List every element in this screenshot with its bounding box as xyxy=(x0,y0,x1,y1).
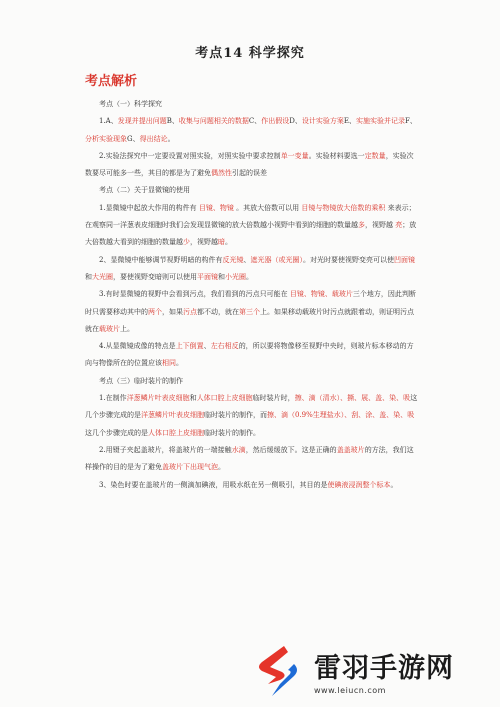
body-text: 上。 xyxy=(120,324,134,333)
body-text: ，视野越 xyxy=(365,221,396,230)
body-text: ，如果 xyxy=(162,307,183,316)
watermark-url: www.leiucn.com xyxy=(314,686,386,695)
highlight-text: 作出假设 xyxy=(261,117,290,126)
body-text: B、 xyxy=(166,117,179,126)
body-text: 引起的误差 xyxy=(232,169,267,178)
body-text: 临时装片的制作。 xyxy=(204,428,260,437)
body-text: 。对光时要使视野变亮可以使 xyxy=(302,255,394,264)
highlight-text: 亮 xyxy=(395,221,403,230)
body-text: 。 xyxy=(225,238,232,247)
topic3-paragraph-1 xyxy=(85,390,420,442)
highlight-text: 发现并提出问题 xyxy=(117,117,167,126)
highlight-text: 小光圈 xyxy=(225,272,246,281)
body-text: ，然后缓缓放下。这是正确的 xyxy=(245,445,337,454)
topic3-heading: 考点（三）临时装片的制作 xyxy=(99,376,183,385)
body-text: 和 xyxy=(218,272,225,281)
body-text: 的方法，我们这样操作的目的是为了避免 xyxy=(85,445,414,472)
body-text: 的，所以要将物像移至视野中央时，则玻片标本移动的方向与物像所在的位置应该 xyxy=(85,342,414,368)
watermark-logo xyxy=(250,640,500,707)
topic1-paragraph-1 xyxy=(85,113,420,148)
highlight-text: 收集与问题相关的数据 xyxy=(178,117,249,126)
body-text: 和 xyxy=(189,394,197,403)
highlight-text: 分析实验现象 xyxy=(85,134,127,143)
page-title: 考点14 科学探究 xyxy=(195,46,305,61)
highlight-text: 人体口腔上皮细胞 xyxy=(196,394,253,403)
body-text: 这几个步骤完成的是 xyxy=(85,428,148,437)
topic2-paragraph-3 xyxy=(85,286,420,338)
body-text: 都不动，就在 xyxy=(197,307,239,316)
body-text: 1.显微镜中起放大作用的构件有 xyxy=(99,203,199,212)
body-text: 1.在制作 xyxy=(99,394,127,403)
body-text: 2.用镊子夹起盖玻片，将盖玻片的一端接触 xyxy=(99,445,232,454)
body-text: 。 xyxy=(176,359,183,368)
body-text: 。 xyxy=(218,463,225,472)
body-text: 临时装片时， xyxy=(252,394,295,403)
highlight-text: 暗 xyxy=(218,238,225,247)
highlight-text: 凹面镜 xyxy=(393,255,415,264)
body-text: 和 xyxy=(85,272,92,281)
body-text: 4.从显微镜成像的特点是 xyxy=(99,342,176,351)
topic1-paragraph-2 xyxy=(85,148,420,183)
highlight-text: 盖玻片下出现气泡 xyxy=(162,463,218,472)
highlight-text: 两个 xyxy=(148,307,162,316)
topic3-paragraph-3 xyxy=(85,477,420,494)
highlight-text: 大光圈 xyxy=(92,272,113,281)
highlight-text: 污点 xyxy=(183,307,197,316)
topic2-paragraph-2 xyxy=(85,252,420,287)
body-text: 。实验材料要选一 xyxy=(308,151,365,160)
highlight-text: 反光镜 xyxy=(222,255,244,264)
highlight-text: 定数量 xyxy=(364,151,386,160)
body-text: C、 xyxy=(248,117,262,126)
highlight-text: 单一变量 xyxy=(280,151,309,160)
body-text: ，实验次数要尽可能多一些，其目的都是为了避免 xyxy=(85,151,414,178)
body-text: 2、显微镜中能够调节视野明暗的构件有 xyxy=(99,255,223,264)
body-text: ，要使视野变暗则可以使用 xyxy=(113,272,197,281)
highlight-text: 水滴 xyxy=(231,445,246,454)
watermark-site-name: 雷羽手游网 xyxy=(314,653,454,684)
body-text: F、 xyxy=(405,117,417,126)
body-text: E、 xyxy=(343,117,356,126)
highlight-text: 目镜、物镜、载玻片 xyxy=(289,290,353,299)
highlight-text: 使碘液浸润整个标本 xyxy=(327,480,391,489)
topic1-heading: 考点（一）科学探究 xyxy=(99,100,162,108)
highlight-text: 平面镜 xyxy=(197,272,218,281)
highlight-text: 实施实验并记录 xyxy=(356,117,405,126)
highlight-text: 擦、滴（清水）、撕、展、盖、染、吸 xyxy=(294,394,411,403)
body-text: 、 xyxy=(203,342,211,351)
highlight-text: 偶然性 xyxy=(211,169,232,178)
body-text: 1.A、 xyxy=(99,117,118,126)
body-text: 。 xyxy=(390,480,398,489)
highlight-text: 得出结论 xyxy=(139,134,168,143)
body-text: 三个地方，因此判断时只需要移动其中的 xyxy=(85,290,416,316)
highlight-text: 盖盖玻片 xyxy=(336,445,365,454)
highlight-text: 左右相反 xyxy=(210,342,239,351)
highlight-text: 相同 xyxy=(162,359,176,368)
body-text: ，视野越 xyxy=(190,238,218,247)
body-text: 。其放大倍数可以用 xyxy=(233,203,302,212)
topic2-paragraph-4 xyxy=(85,338,420,373)
highlight-text: 遮光器（或光圈） xyxy=(250,255,303,264)
topic2-paragraph-1 xyxy=(85,200,420,252)
body-text: 。 xyxy=(246,272,253,281)
body-text: 。 xyxy=(167,134,175,143)
highlight-text: 上下倒置 xyxy=(175,342,204,351)
highlight-text: 载玻片 xyxy=(99,324,120,333)
highlight-text: 少 xyxy=(183,238,190,247)
highlight-text: 洋葱鳞片叶表皮细胞 xyxy=(141,411,204,420)
highlight-text: 目镜与物镜放大倍数的乘积 xyxy=(301,203,386,212)
lightning-s-logo-icon xyxy=(254,644,302,698)
body-text: ；放大倍数越大看到的细胞的数量越 xyxy=(85,221,417,247)
body-text: 2.实验法探究中一定要设置对照实验，对照实验中要求控制 xyxy=(99,151,281,160)
body-text: 这几个步骤完成的是 xyxy=(85,394,418,420)
highlight-text: 第三个 xyxy=(239,307,260,316)
highlight-text: 目镜、物镜 xyxy=(198,203,234,212)
highlight-text: 设计实验方案 xyxy=(301,117,344,126)
body-text: 来表示；在观察同一洋葱表皮细胞时我们会发现显微镜的放大倍数越小视野中看到的细胞的数量越 xyxy=(85,203,416,230)
body-text: D、 xyxy=(289,117,302,126)
topic3-paragraph-2 xyxy=(85,442,420,477)
body-text: 3.有时显微镜的视野中会看到污点，我们看到的污点只可能在 xyxy=(99,290,290,299)
body-text: 3、染色时要在盖玻片的一侧滴加碘液，用吸水纸在另一侧吸引，其目的是 xyxy=(99,480,328,489)
topic2-heading: 考点（二）关于显微镜的使用 xyxy=(99,186,190,195)
body-text: 上。如果移动载玻片时污点就跟着动，则证明污点就在 xyxy=(85,307,414,333)
highlight-text: 人体口腔上皮细胞 xyxy=(148,428,204,437)
body-text: 、 xyxy=(243,255,251,264)
highlight-text: 擦、滴（0.9%生理盐水）、刮、涂、盖、染、吸 xyxy=(267,411,415,420)
highlight-text: 多 xyxy=(358,221,365,230)
body-text: 临时装片的制作，而 xyxy=(204,411,267,420)
section-title: 考点解析 xyxy=(85,74,138,89)
body-text: G、 xyxy=(127,134,140,143)
highlight-text: 洋葱鳞片叶表皮细胞 xyxy=(126,394,190,403)
document-body xyxy=(85,96,420,494)
